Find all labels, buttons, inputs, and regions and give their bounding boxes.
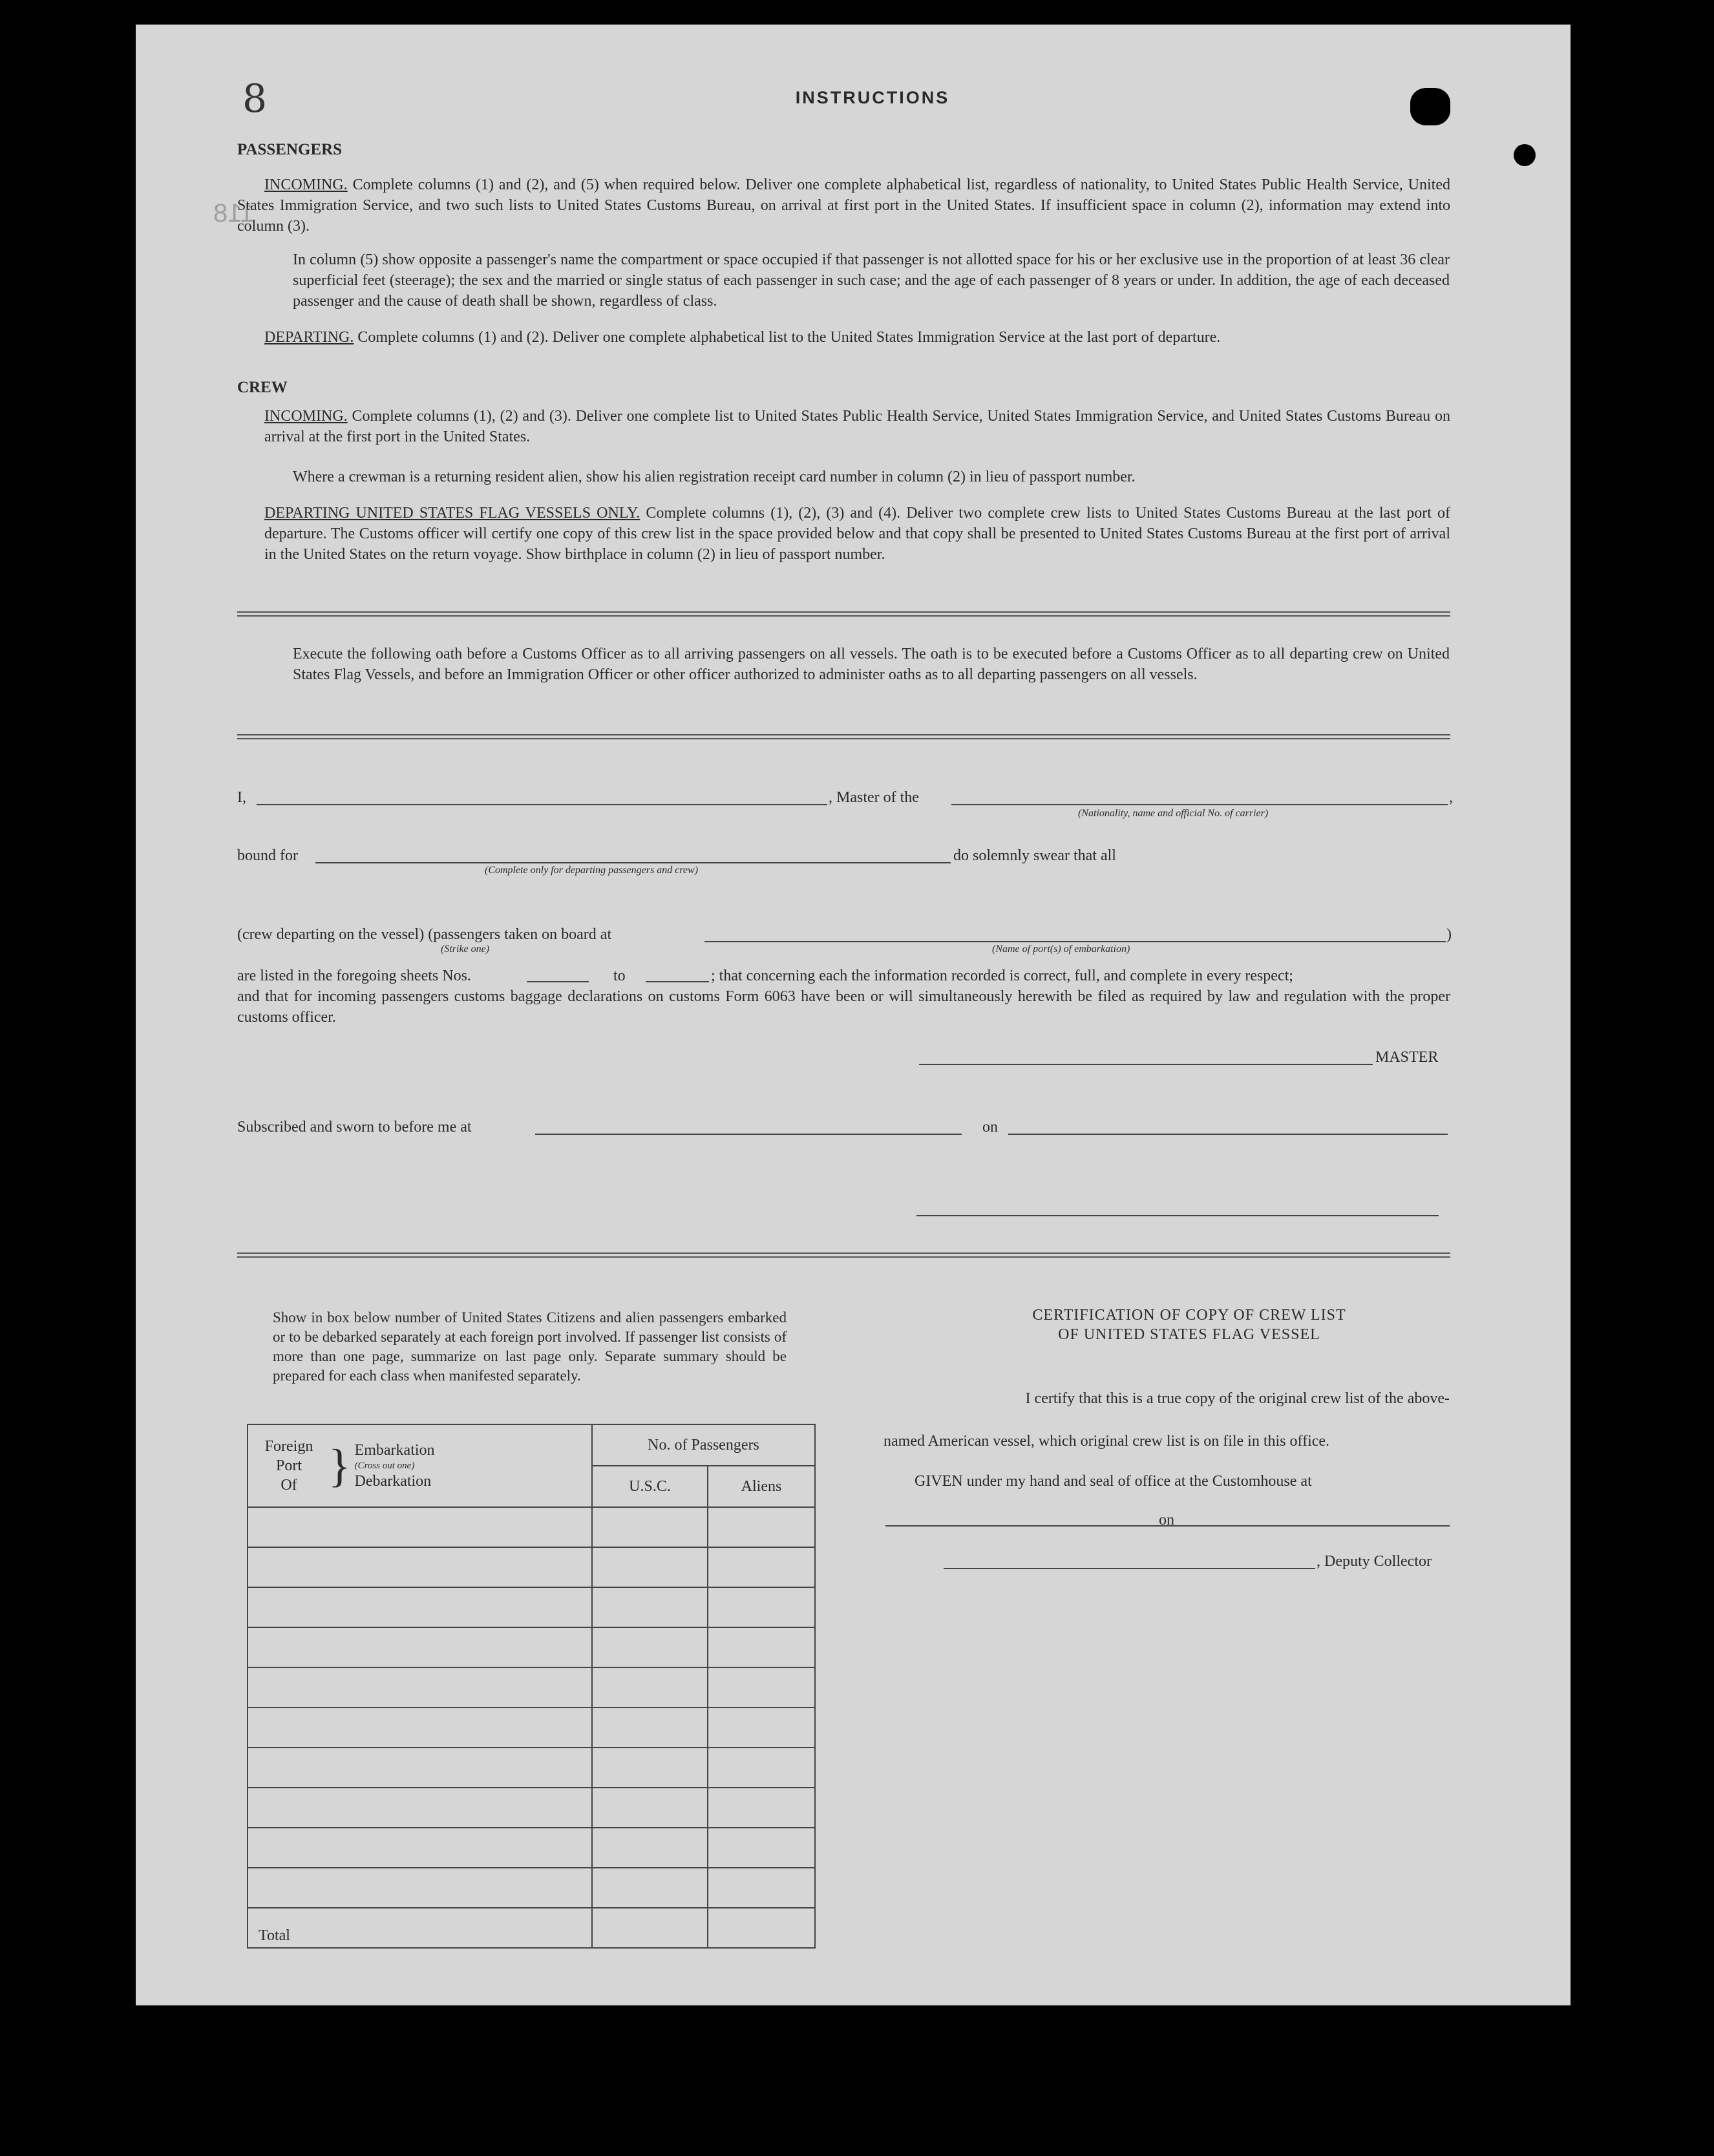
passengers-incoming-label: INCOMING. [264, 176, 348, 193]
aliens-cell[interactable] [708, 1587, 815, 1627]
carrier-note: (Nationality, name and official No. of carrier) [1078, 808, 1269, 819]
complete-only-note: (Complete only for departing passengers and crew) [485, 865, 699, 876]
handwritten-page-mark: 8 [242, 76, 268, 122]
aliens-total-cell[interactable] [708, 1908, 815, 1948]
table-row [248, 1587, 815, 1627]
usc-cell[interactable] [592, 1748, 708, 1788]
punch-hole-mark [1514, 144, 1536, 166]
aliens-cell[interactable] [708, 1667, 815, 1707]
table-row [248, 1707, 815, 1748]
certify-line-1: I certify that this is a true copy of the original crew list of the above- [1025, 1390, 1450, 1407]
table-row [248, 1828, 815, 1868]
table-row [248, 1788, 815, 1828]
port-cell[interactable] [248, 1627, 592, 1667]
certification-title-line1: CERTIFICATION OF COPY OF CREW LIST [1032, 1307, 1346, 1324]
port-label: Port [275, 1457, 302, 1475]
usc-cell[interactable] [592, 1828, 708, 1868]
summary-divider [237, 1252, 1450, 1258]
aliens-cell[interactable] [708, 1627, 815, 1667]
port-cell[interactable] [248, 1507, 592, 1547]
carrier-field-comma: , [1449, 789, 1453, 806]
crew-incoming-label: INCOMING. [264, 408, 348, 425]
sheet-to-field[interactable] [646, 981, 709, 982]
port-cell[interactable] [248, 1788, 592, 1828]
deputy-collector-label: , Deputy Collector [1317, 1553, 1432, 1570]
master-label: MASTER [1375, 1049, 1439, 1066]
usc-cell[interactable] [592, 1788, 708, 1828]
usc-header: U.S.C. [592, 1466, 708, 1507]
sworn-date-field[interactable] [1008, 1134, 1448, 1135]
passengers-column5-paragraph: In column (5) show opposite a passenger's name the compartment or space occupied if that passenger is not allotted space for his or her exclusive use in the proportion of at least 36 clear superficial feet (steerage); the sex and the married or single status of each passenger in such case; and the age of each passenger of 8 years or under. In addition, the age of each deceased passenger and the cause of death shall be shown, regardless of class. [293, 251, 1450, 310]
port-cell[interactable] [248, 1587, 592, 1627]
port-cell[interactable] [248, 1748, 592, 1788]
crew-departing-label: DEPARTING UNITED STATES FLAG VESSELS ONLY. [264, 505, 640, 522]
table-row [248, 1547, 815, 1587]
crew-departing-paragraph [264, 503, 1450, 565]
page-title: INSTRUCTIONS [795, 88, 950, 107]
port-cell[interactable] [248, 1547, 592, 1587]
master-signature-field[interactable] [919, 1064, 1373, 1065]
embarkation-label: Embarkation [354, 1442, 435, 1459]
usc-cell[interactable] [592, 1507, 708, 1547]
aliens-cell[interactable] [708, 1788, 815, 1828]
port-cell[interactable] [248, 1707, 592, 1748]
officer-signature-field[interactable] [916, 1215, 1439, 1216]
oath-divider [237, 734, 1450, 739]
sheet-from-field[interactable] [527, 981, 589, 982]
certification-title-line2: OF UNITED STATES FLAG VESSEL [1058, 1326, 1320, 1343]
crew-incoming-text: Complete columns (1), (2) and (3). Deliver one complete list to United States Public Health Service, United States Immigration Service, and United States Customs Bureau on arrival at the first port in the United States. [264, 408, 1451, 445]
table-row [248, 1748, 815, 1788]
strike-one-note: (Strike one) [441, 944, 490, 955]
crew-incoming-paragraph [264, 406, 1450, 447]
bound-for-field[interactable] [315, 862, 951, 863]
port-note: (Name of port(s) of embarkation) [992, 944, 1130, 955]
passenger-summary-table [247, 1424, 816, 1949]
oath-intro-paragraph: Execute the following oath before a Customs Officer as to all arriving passengers on all vessels. The oath is to be executed before a Customs Officer as to all departing crew on United States Flag Vessels, and before an Immigration Officer or other officer authorized to administer oaths as to all departing passengers on all vessels. [293, 646, 1450, 683]
summary-instructions: Show in box below number of United States Citizens and alien passengers embarked or to be debarked separately at each foreign port involved. If passenger list consists of more than one page, summarize on last page only. Separate summary should be prepared for each class when manifested separately. [273, 1309, 787, 1384]
deputy-signature-field[interactable] [944, 1568, 1315, 1569]
certification-date-field[interactable] [1185, 1525, 1450, 1527]
brace-symbol: } [328, 1440, 351, 1492]
port-header [248, 1424, 592, 1507]
master-of-the-label: , Master of the [829, 789, 919, 806]
aliens-cell[interactable] [708, 1828, 815, 1868]
aliens-cell[interactable] [708, 1547, 815, 1587]
passengers-departing-text: Complete columns (1) and (2). Deliver one complete alphabetical list to the United States Immigration Service at the last port of departure. [357, 329, 1221, 346]
table-row [248, 1507, 815, 1547]
debarkation-label: Debarkation [354, 1473, 432, 1490]
section-divider [237, 611, 1450, 617]
aliens-cell[interactable] [708, 1748, 815, 1788]
crew-resident-paragraph: Where a crewman is a returning resident alien, show his alien registration receipt card number in column (2) in lieu of passport number. [293, 469, 1136, 485]
port-cell[interactable] [248, 1667, 592, 1707]
given-text: GIVEN under my hand and seal of office at the Customhouse at [915, 1473, 1312, 1490]
of-label: Of [280, 1477, 297, 1494]
usc-cell[interactable] [592, 1667, 708, 1707]
oath-i-label: I, [237, 789, 246, 806]
certify-line-2: named American vessel, which original crew list is on file in this office. [883, 1433, 1330, 1450]
sheets-to-label: to [613, 967, 626, 984]
crew-passengers-label: (crew departing on the vessel) (passengers taken on board at [237, 926, 612, 943]
certification-on-label: on [1159, 1512, 1174, 1528]
crew-heading: CREW [237, 379, 288, 396]
bound-for-label: bound for [237, 847, 298, 864]
usc-cell[interactable] [592, 1587, 708, 1627]
table-row [248, 1627, 815, 1667]
certification-title [934, 1305, 1444, 1344]
embarkation-close-paren: ) [1446, 926, 1452, 943]
cross-out-note: (Cross out one) [354, 1461, 415, 1472]
margin-stamp-number: 118 [213, 199, 255, 227]
no-passengers-header: No. of Passengers [592, 1424, 815, 1466]
passengers-departing-label: DEPARTING. [264, 329, 354, 346]
foreign-label: Foreign [264, 1438, 313, 1455]
crew-departing-text: Complete columns (1), (2), (3) and (4). Deliver two complete crew lists to United States Customs Bureau at the last port of departure. The Customs officer will certify one copy of this crew list in the space provided below and that copy shall be presented to United States Customs Bureau at the first port of arrival in the United States on the return voyage. Show birthplace in column (2) in lieu of passport number. [264, 505, 1451, 563]
usc-cell[interactable] [592, 1868, 708, 1908]
carrier-field[interactable] [951, 804, 1448, 805]
swear-text: do solemnly swear that all [953, 847, 1116, 864]
passengers-incoming-paragraph [237, 174, 1450, 237]
document-page [136, 25, 1571, 2005]
sheets-prefix: are listed in the foregoing sheets Nos. [237, 967, 471, 984]
aliens-header: Aliens [708, 1466, 815, 1507]
sheets-suffix: ; that concerning each the information recorded is correct, full, and complete in every respect; [711, 967, 1293, 984]
usc-cell[interactable] [592, 1627, 708, 1667]
port-cell[interactable] [248, 1868, 592, 1908]
embarkation-port-field[interactable] [704, 941, 1446, 942]
aliens-cell[interactable] [708, 1707, 815, 1748]
subscribed-label: Subscribed and sworn to before me at [237, 1119, 472, 1136]
total-label: Total [248, 1908, 592, 1948]
usc-cell[interactable] [592, 1707, 708, 1748]
master-name-field[interactable] [257, 804, 827, 805]
sworn-on-label: on [982, 1119, 998, 1136]
usc-total-cell[interactable] [592, 1908, 708, 1948]
port-cell[interactable] [248, 1828, 592, 1868]
declaration-text: and that for incoming passengers customs baggage declarations on customs Form 6063 have been or will simultaneously herewith be filed as required by law and regulation with the proper customs officer. [237, 988, 1450, 1026]
table-row [248, 1868, 815, 1908]
aliens-cell[interactable] [708, 1868, 815, 1908]
ink-blot-mark [1410, 88, 1450, 125]
aliens-cell[interactable] [708, 1507, 815, 1547]
total-row [248, 1908, 815, 1948]
table-row [248, 1667, 815, 1707]
passengers-departing-paragraph [264, 327, 1450, 348]
sworn-location-field[interactable] [535, 1134, 962, 1135]
passengers-incoming-text: Complete columns (1) and (2), and (5) when required below. Deliver one complete alphabetical list, regardless of nationality, to United States Public Health Service, United States Immigration Service, and two such lists to United States Customs Bureau, on arrival at first port in the United States. If insufficient space in column (2), information may extend into column (3). [237, 176, 1450, 235]
usc-cell[interactable] [592, 1547, 708, 1587]
passengers-heading: PASSENGERS [237, 141, 343, 158]
